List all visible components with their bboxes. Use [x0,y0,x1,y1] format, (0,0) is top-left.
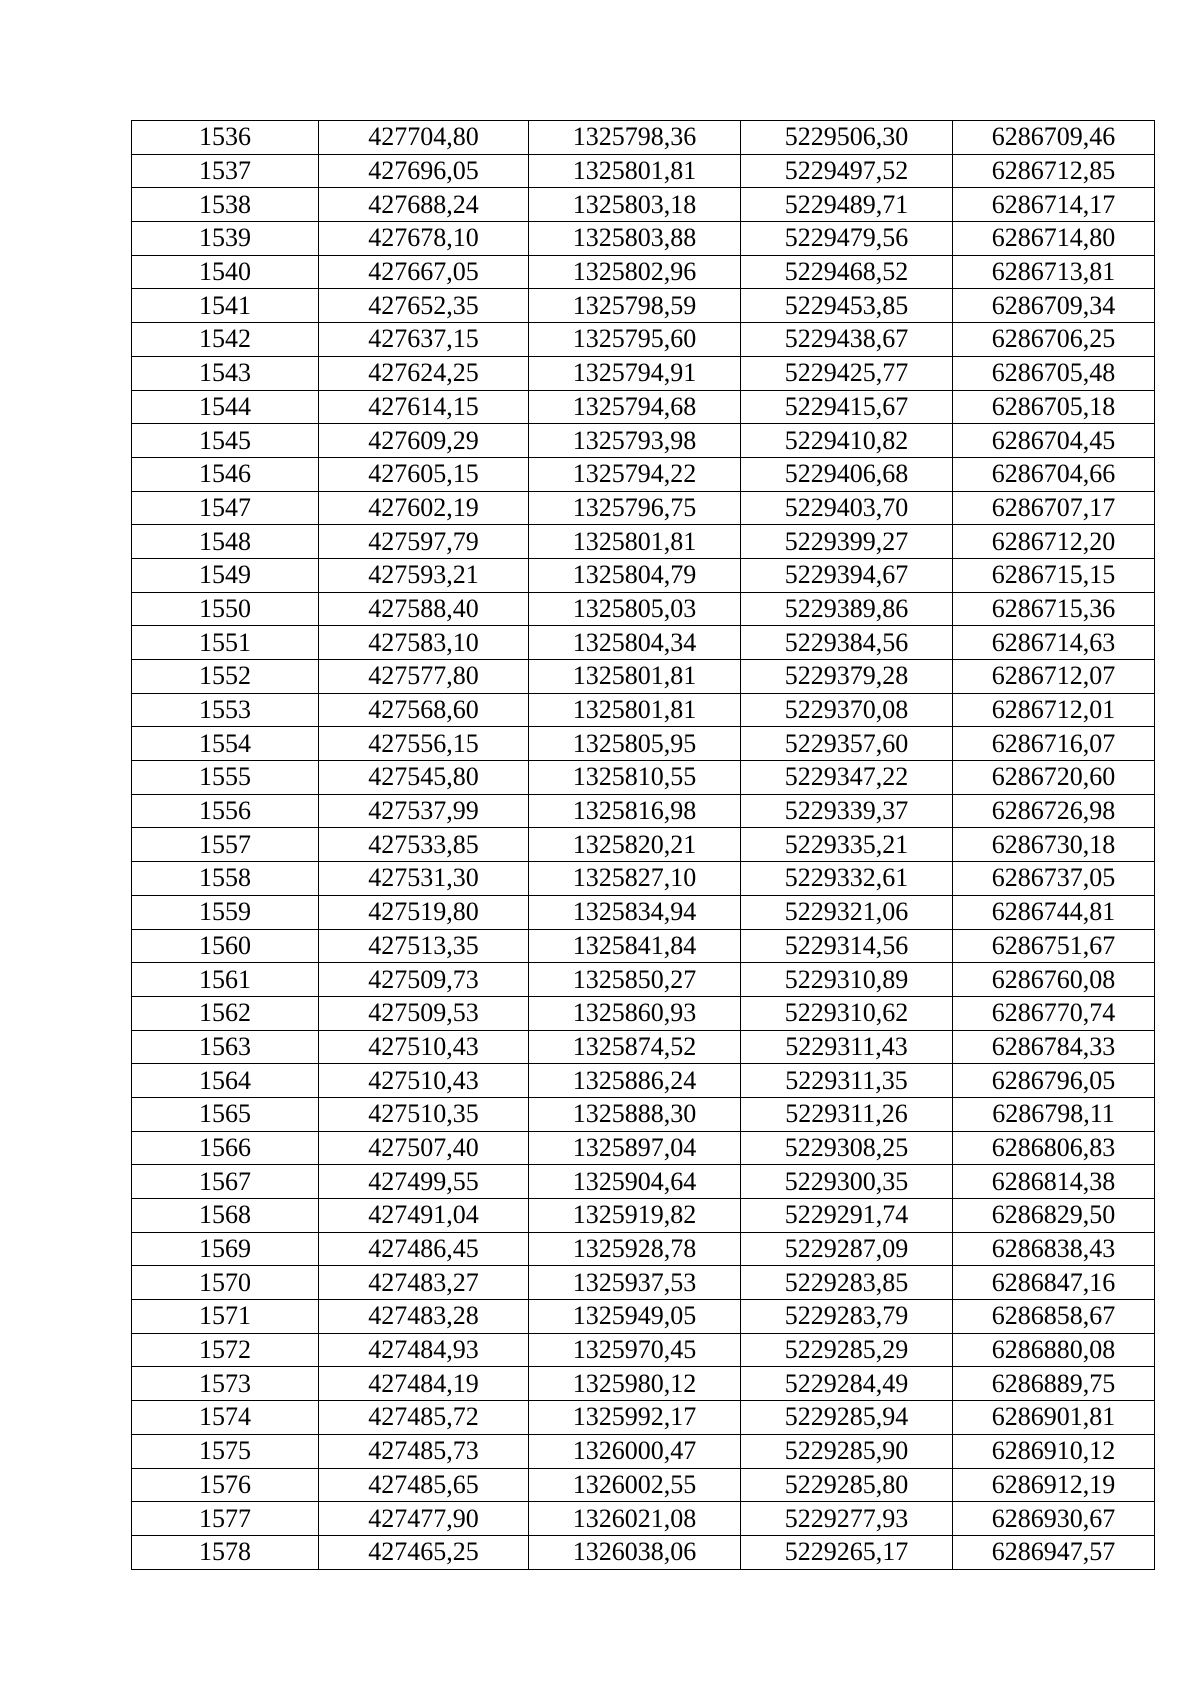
point-number-cell: 1548 [132,525,319,559]
point-number-cell: 1567 [132,1165,319,1199]
y-coordinate-cell: 1325886,24 [529,1064,741,1098]
x2-coordinate-cell: 5229287,09 [741,1232,953,1266]
y-coordinate-cell: 1325798,59 [529,289,741,323]
x-coordinate-cell: 427678,10 [319,222,529,256]
table-row [132,1502,1155,1536]
x2-coordinate-cell: 5229285,29 [741,1333,953,1367]
table-row [132,1199,1155,1233]
y-coordinate-cell: 1326002,55 [529,1468,741,1502]
point-number-cell: 1542 [132,323,319,357]
x-coordinate-cell: 427556,15 [319,727,529,761]
y2-coordinate-cell: 6286730,18 [953,828,1155,862]
x2-coordinate-cell: 5229357,60 [741,727,953,761]
point-number-cell: 1564 [132,1064,319,1098]
x2-coordinate-cell: 5229285,80 [741,1468,953,1502]
y-coordinate-cell: 1325805,95 [529,727,741,761]
table-row [132,525,1155,559]
y-coordinate-cell: 1325816,98 [529,794,741,828]
x-coordinate-cell: 427477,90 [319,1502,529,1536]
table-row [132,154,1155,188]
point-number-cell: 1556 [132,794,319,828]
table-row [132,1097,1155,1131]
x2-coordinate-cell: 5229291,74 [741,1199,953,1233]
x-coordinate-cell: 427605,15 [319,457,529,491]
y2-coordinate-cell: 6286714,80 [953,222,1155,256]
point-number-cell: 1554 [132,727,319,761]
y-coordinate-cell: 1325796,75 [529,491,741,525]
y-coordinate-cell: 1325860,93 [529,996,741,1030]
x-coordinate-cell: 427545,80 [319,761,529,795]
x2-coordinate-cell: 5229399,27 [741,525,953,559]
point-number-cell: 1546 [132,457,319,491]
table-row [132,1401,1155,1435]
y2-coordinate-cell: 6286796,05 [953,1064,1155,1098]
x2-coordinate-cell: 5229335,21 [741,828,953,862]
y-coordinate-cell: 1325834,94 [529,895,741,929]
table-row [132,761,1155,795]
y-coordinate-cell: 1325949,05 [529,1300,741,1334]
x-coordinate-cell: 427509,53 [319,996,529,1030]
y2-coordinate-cell: 6286720,60 [953,761,1155,795]
x-coordinate-cell: 427614,15 [319,390,529,424]
y-coordinate-cell: 1325827,10 [529,862,741,896]
x2-coordinate-cell: 5229277,93 [741,1502,953,1536]
y2-coordinate-cell: 6286712,20 [953,525,1155,559]
table-row [132,963,1155,997]
table-row [132,1064,1155,1098]
x-coordinate-cell: 427652,35 [319,289,529,323]
y2-coordinate-cell: 6286716,07 [953,727,1155,761]
y2-coordinate-cell: 6286706,25 [953,323,1155,357]
y2-coordinate-cell: 6286751,67 [953,929,1155,963]
x-coordinate-cell: 427509,73 [319,963,529,997]
table-row [132,1300,1155,1334]
x-coordinate-cell: 427499,55 [319,1165,529,1199]
table-row [132,1535,1155,1569]
x-coordinate-cell: 427483,27 [319,1266,529,1300]
x-coordinate-cell: 427510,35 [319,1097,529,1131]
x2-coordinate-cell: 5229308,25 [741,1131,953,1165]
point-number-cell: 1562 [132,996,319,1030]
x-coordinate-cell: 427531,30 [319,862,529,896]
y2-coordinate-cell: 6286705,48 [953,356,1155,390]
y2-coordinate-cell: 6286713,81 [953,255,1155,289]
point-number-cell: 1552 [132,660,319,694]
x2-coordinate-cell: 5229285,94 [741,1401,953,1435]
point-number-cell: 1553 [132,693,319,727]
table-row [132,1333,1155,1367]
y2-coordinate-cell: 6286798,11 [953,1097,1155,1131]
x2-coordinate-cell: 5229339,37 [741,794,953,828]
y-coordinate-cell: 1325919,82 [529,1199,741,1233]
x2-coordinate-cell: 5229403,70 [741,491,953,525]
point-number-cell: 1574 [132,1401,319,1435]
point-number-cell: 1547 [132,491,319,525]
y-coordinate-cell: 1325803,18 [529,188,741,222]
point-number-cell: 1543 [132,356,319,390]
point-number-cell: 1572 [132,1333,319,1367]
table-row [132,424,1155,458]
table-row [132,558,1155,592]
y2-coordinate-cell: 6286910,12 [953,1434,1155,1468]
point-number-cell: 1549 [132,558,319,592]
y-coordinate-cell: 1325793,98 [529,424,741,458]
table-row [132,1030,1155,1064]
y-coordinate-cell: 1325801,81 [529,154,741,188]
x2-coordinate-cell: 5229321,06 [741,895,953,929]
table-row [132,727,1155,761]
x-coordinate-cell: 427602,19 [319,491,529,525]
table-row [132,626,1155,660]
y2-coordinate-cell: 6286760,08 [953,963,1155,997]
x-coordinate-cell: 427510,43 [319,1030,529,1064]
y-coordinate-cell: 1325798,36 [529,121,741,155]
y-coordinate-cell: 1325928,78 [529,1232,741,1266]
y2-coordinate-cell: 6286737,05 [953,862,1155,896]
y2-coordinate-cell: 6286858,67 [953,1300,1155,1334]
x2-coordinate-cell: 5229497,52 [741,154,953,188]
y-coordinate-cell: 1325874,52 [529,1030,741,1064]
y-coordinate-cell: 1325794,91 [529,356,741,390]
table-row [132,1266,1155,1300]
table-row [132,693,1155,727]
x-coordinate-cell: 427688,24 [319,188,529,222]
table-row [132,1131,1155,1165]
x2-coordinate-cell: 5229314,56 [741,929,953,963]
x-coordinate-cell: 427507,40 [319,1131,529,1165]
y-coordinate-cell: 1325904,64 [529,1165,741,1199]
table-row [132,1165,1155,1199]
y-coordinate-cell: 1325850,27 [529,963,741,997]
x-coordinate-cell: 427513,35 [319,929,529,963]
point-number-cell: 1539 [132,222,319,256]
y-coordinate-cell: 1325810,55 [529,761,741,795]
x-coordinate-cell: 427704,80 [319,121,529,155]
y2-coordinate-cell: 6286709,34 [953,289,1155,323]
x2-coordinate-cell: 5229300,35 [741,1165,953,1199]
point-number-cell: 1576 [132,1468,319,1502]
x2-coordinate-cell: 5229310,89 [741,963,953,997]
coordinates-table-body [132,121,1155,1570]
table-row [132,457,1155,491]
x2-coordinate-cell: 5229394,67 [741,558,953,592]
point-number-cell: 1557 [132,828,319,862]
x-coordinate-cell: 427568,60 [319,693,529,727]
y-coordinate-cell: 1325937,53 [529,1266,741,1300]
y-coordinate-cell: 1325804,79 [529,558,741,592]
y-coordinate-cell: 1325795,60 [529,323,741,357]
x2-coordinate-cell: 5229347,22 [741,761,953,795]
x-coordinate-cell: 427485,73 [319,1434,529,1468]
point-number-cell: 1569 [132,1232,319,1266]
y2-coordinate-cell: 6286901,81 [953,1401,1155,1435]
y2-coordinate-cell: 6286912,19 [953,1468,1155,1502]
table-row [132,592,1155,626]
point-number-cell: 1565 [132,1097,319,1131]
x-coordinate-cell: 427637,15 [319,323,529,357]
table-row [132,996,1155,1030]
x-coordinate-cell: 427667,05 [319,255,529,289]
y2-coordinate-cell: 6286814,38 [953,1165,1155,1199]
y2-coordinate-cell: 6286714,17 [953,188,1155,222]
y2-coordinate-cell: 6286714,63 [953,626,1155,660]
x2-coordinate-cell: 5229453,85 [741,289,953,323]
y-coordinate-cell: 1325970,45 [529,1333,741,1367]
point-number-cell: 1578 [132,1535,319,1569]
x2-coordinate-cell: 5229285,90 [741,1434,953,1468]
y2-coordinate-cell: 6286847,16 [953,1266,1155,1300]
x-coordinate-cell: 427465,25 [319,1535,529,1569]
x-coordinate-cell: 427519,80 [319,895,529,929]
x-coordinate-cell: 427485,72 [319,1401,529,1435]
y2-coordinate-cell: 6286709,46 [953,121,1155,155]
x2-coordinate-cell: 5229370,08 [741,693,953,727]
point-number-cell: 1577 [132,1502,319,1536]
y2-coordinate-cell: 6286712,85 [953,154,1155,188]
x2-coordinate-cell: 5229311,26 [741,1097,953,1131]
x2-coordinate-cell: 5229310,62 [741,996,953,1030]
y2-coordinate-cell: 6286838,43 [953,1232,1155,1266]
table-row [132,1434,1155,1468]
table-row [132,1367,1155,1401]
x2-coordinate-cell: 5229311,43 [741,1030,953,1064]
point-number-cell: 1544 [132,390,319,424]
y2-coordinate-cell: 6286947,57 [953,1535,1155,1569]
y-coordinate-cell: 1325888,30 [529,1097,741,1131]
y-coordinate-cell: 1325794,68 [529,390,741,424]
point-number-cell: 1540 [132,255,319,289]
table-row [132,222,1155,256]
y-coordinate-cell: 1325801,81 [529,660,741,694]
y2-coordinate-cell: 6286806,83 [953,1131,1155,1165]
x-coordinate-cell: 427510,43 [319,1064,529,1098]
table-row [132,289,1155,323]
point-number-cell: 1545 [132,424,319,458]
x-coordinate-cell: 427583,10 [319,626,529,660]
x2-coordinate-cell: 5229489,71 [741,188,953,222]
table-row [132,862,1155,896]
point-number-cell: 1566 [132,1131,319,1165]
y2-coordinate-cell: 6286726,98 [953,794,1155,828]
x2-coordinate-cell: 5229332,61 [741,862,953,896]
point-number-cell: 1570 [132,1266,319,1300]
x-coordinate-cell: 427597,79 [319,525,529,559]
y-coordinate-cell: 1325992,17 [529,1401,741,1435]
x2-coordinate-cell: 5229283,85 [741,1266,953,1300]
y2-coordinate-cell: 6286712,07 [953,660,1155,694]
point-number-cell: 1538 [132,188,319,222]
y2-coordinate-cell: 6286712,01 [953,693,1155,727]
x2-coordinate-cell: 5229506,30 [741,121,953,155]
table-row [132,1468,1155,1502]
x2-coordinate-cell: 5229468,52 [741,255,953,289]
point-number-cell: 1568 [132,1199,319,1233]
y-coordinate-cell: 1325805,03 [529,592,741,626]
x-coordinate-cell: 427491,04 [319,1199,529,1233]
point-number-cell: 1558 [132,862,319,896]
x-coordinate-cell: 427609,29 [319,424,529,458]
point-number-cell: 1551 [132,626,319,660]
x2-coordinate-cell: 5229479,56 [741,222,953,256]
table-row [132,828,1155,862]
y-coordinate-cell: 1325801,81 [529,693,741,727]
table-row [132,895,1155,929]
x-coordinate-cell: 427533,85 [319,828,529,862]
x2-coordinate-cell: 5229406,68 [741,457,953,491]
y-coordinate-cell: 1325801,81 [529,525,741,559]
y2-coordinate-cell: 6286880,08 [953,1333,1155,1367]
table-row [132,929,1155,963]
y2-coordinate-cell: 6286889,75 [953,1367,1155,1401]
x-coordinate-cell: 427484,19 [319,1367,529,1401]
y-coordinate-cell: 1326000,47 [529,1434,741,1468]
x-coordinate-cell: 427485,65 [319,1468,529,1502]
x2-coordinate-cell: 5229410,82 [741,424,953,458]
x-coordinate-cell: 427484,93 [319,1333,529,1367]
y-coordinate-cell: 1325820,21 [529,828,741,862]
point-number-cell: 1536 [132,121,319,155]
coordinates-table [131,120,1155,1570]
table-row [132,188,1155,222]
x2-coordinate-cell: 5229425,77 [741,356,953,390]
y-coordinate-cell: 1325804,34 [529,626,741,660]
x2-coordinate-cell: 5229384,56 [741,626,953,660]
x2-coordinate-cell: 5229284,49 [741,1367,953,1401]
x2-coordinate-cell: 5229283,79 [741,1300,953,1334]
x-coordinate-cell: 427624,25 [319,356,529,390]
point-number-cell: 1537 [132,154,319,188]
x-coordinate-cell: 427486,45 [319,1232,529,1266]
y-coordinate-cell: 1325802,96 [529,255,741,289]
y-coordinate-cell: 1325841,84 [529,929,741,963]
x-coordinate-cell: 427588,40 [319,592,529,626]
point-number-cell: 1555 [132,761,319,795]
table-row [132,121,1155,155]
x-coordinate-cell: 427577,80 [319,660,529,694]
x2-coordinate-cell: 5229415,67 [741,390,953,424]
y2-coordinate-cell: 6286704,45 [953,424,1155,458]
y2-coordinate-cell: 6286707,17 [953,491,1155,525]
x-coordinate-cell: 427483,28 [319,1300,529,1334]
y-coordinate-cell: 1325980,12 [529,1367,741,1401]
y2-coordinate-cell: 6286770,74 [953,996,1155,1030]
point-number-cell: 1573 [132,1367,319,1401]
table-row [132,660,1155,694]
y2-coordinate-cell: 6286930,67 [953,1502,1155,1536]
point-number-cell: 1560 [132,929,319,963]
y-coordinate-cell: 1325794,22 [529,457,741,491]
y2-coordinate-cell: 6286705,18 [953,390,1155,424]
table-row [132,323,1155,357]
y2-coordinate-cell: 6286715,15 [953,558,1155,592]
y2-coordinate-cell: 6286744,81 [953,895,1155,929]
y2-coordinate-cell: 6286704,66 [953,457,1155,491]
x-coordinate-cell: 427593,21 [319,558,529,592]
table-row [132,390,1155,424]
x2-coordinate-cell: 5229265,17 [741,1535,953,1569]
point-number-cell: 1559 [132,895,319,929]
y-coordinate-cell: 1326021,08 [529,1502,741,1536]
y-coordinate-cell: 1326038,06 [529,1535,741,1569]
table-row [132,1232,1155,1266]
x-coordinate-cell: 427537,99 [319,794,529,828]
point-number-cell: 1563 [132,1030,319,1064]
x2-coordinate-cell: 5229438,67 [741,323,953,357]
x2-coordinate-cell: 5229379,28 [741,660,953,694]
x2-coordinate-cell: 5229311,35 [741,1064,953,1098]
x2-coordinate-cell: 5229389,86 [741,592,953,626]
point-number-cell: 1550 [132,592,319,626]
y-coordinate-cell: 1325897,04 [529,1131,741,1165]
y2-coordinate-cell: 6286829,50 [953,1199,1155,1233]
table-row [132,356,1155,390]
point-number-cell: 1575 [132,1434,319,1468]
point-number-cell: 1561 [132,963,319,997]
x-coordinate-cell: 427696,05 [319,154,529,188]
table-row [132,491,1155,525]
point-number-cell: 1571 [132,1300,319,1334]
y2-coordinate-cell: 6286715,36 [953,592,1155,626]
table-row [132,255,1155,289]
y-coordinate-cell: 1325803,88 [529,222,741,256]
point-number-cell: 1541 [132,289,319,323]
table-row [132,794,1155,828]
y2-coordinate-cell: 6286784,33 [953,1030,1155,1064]
